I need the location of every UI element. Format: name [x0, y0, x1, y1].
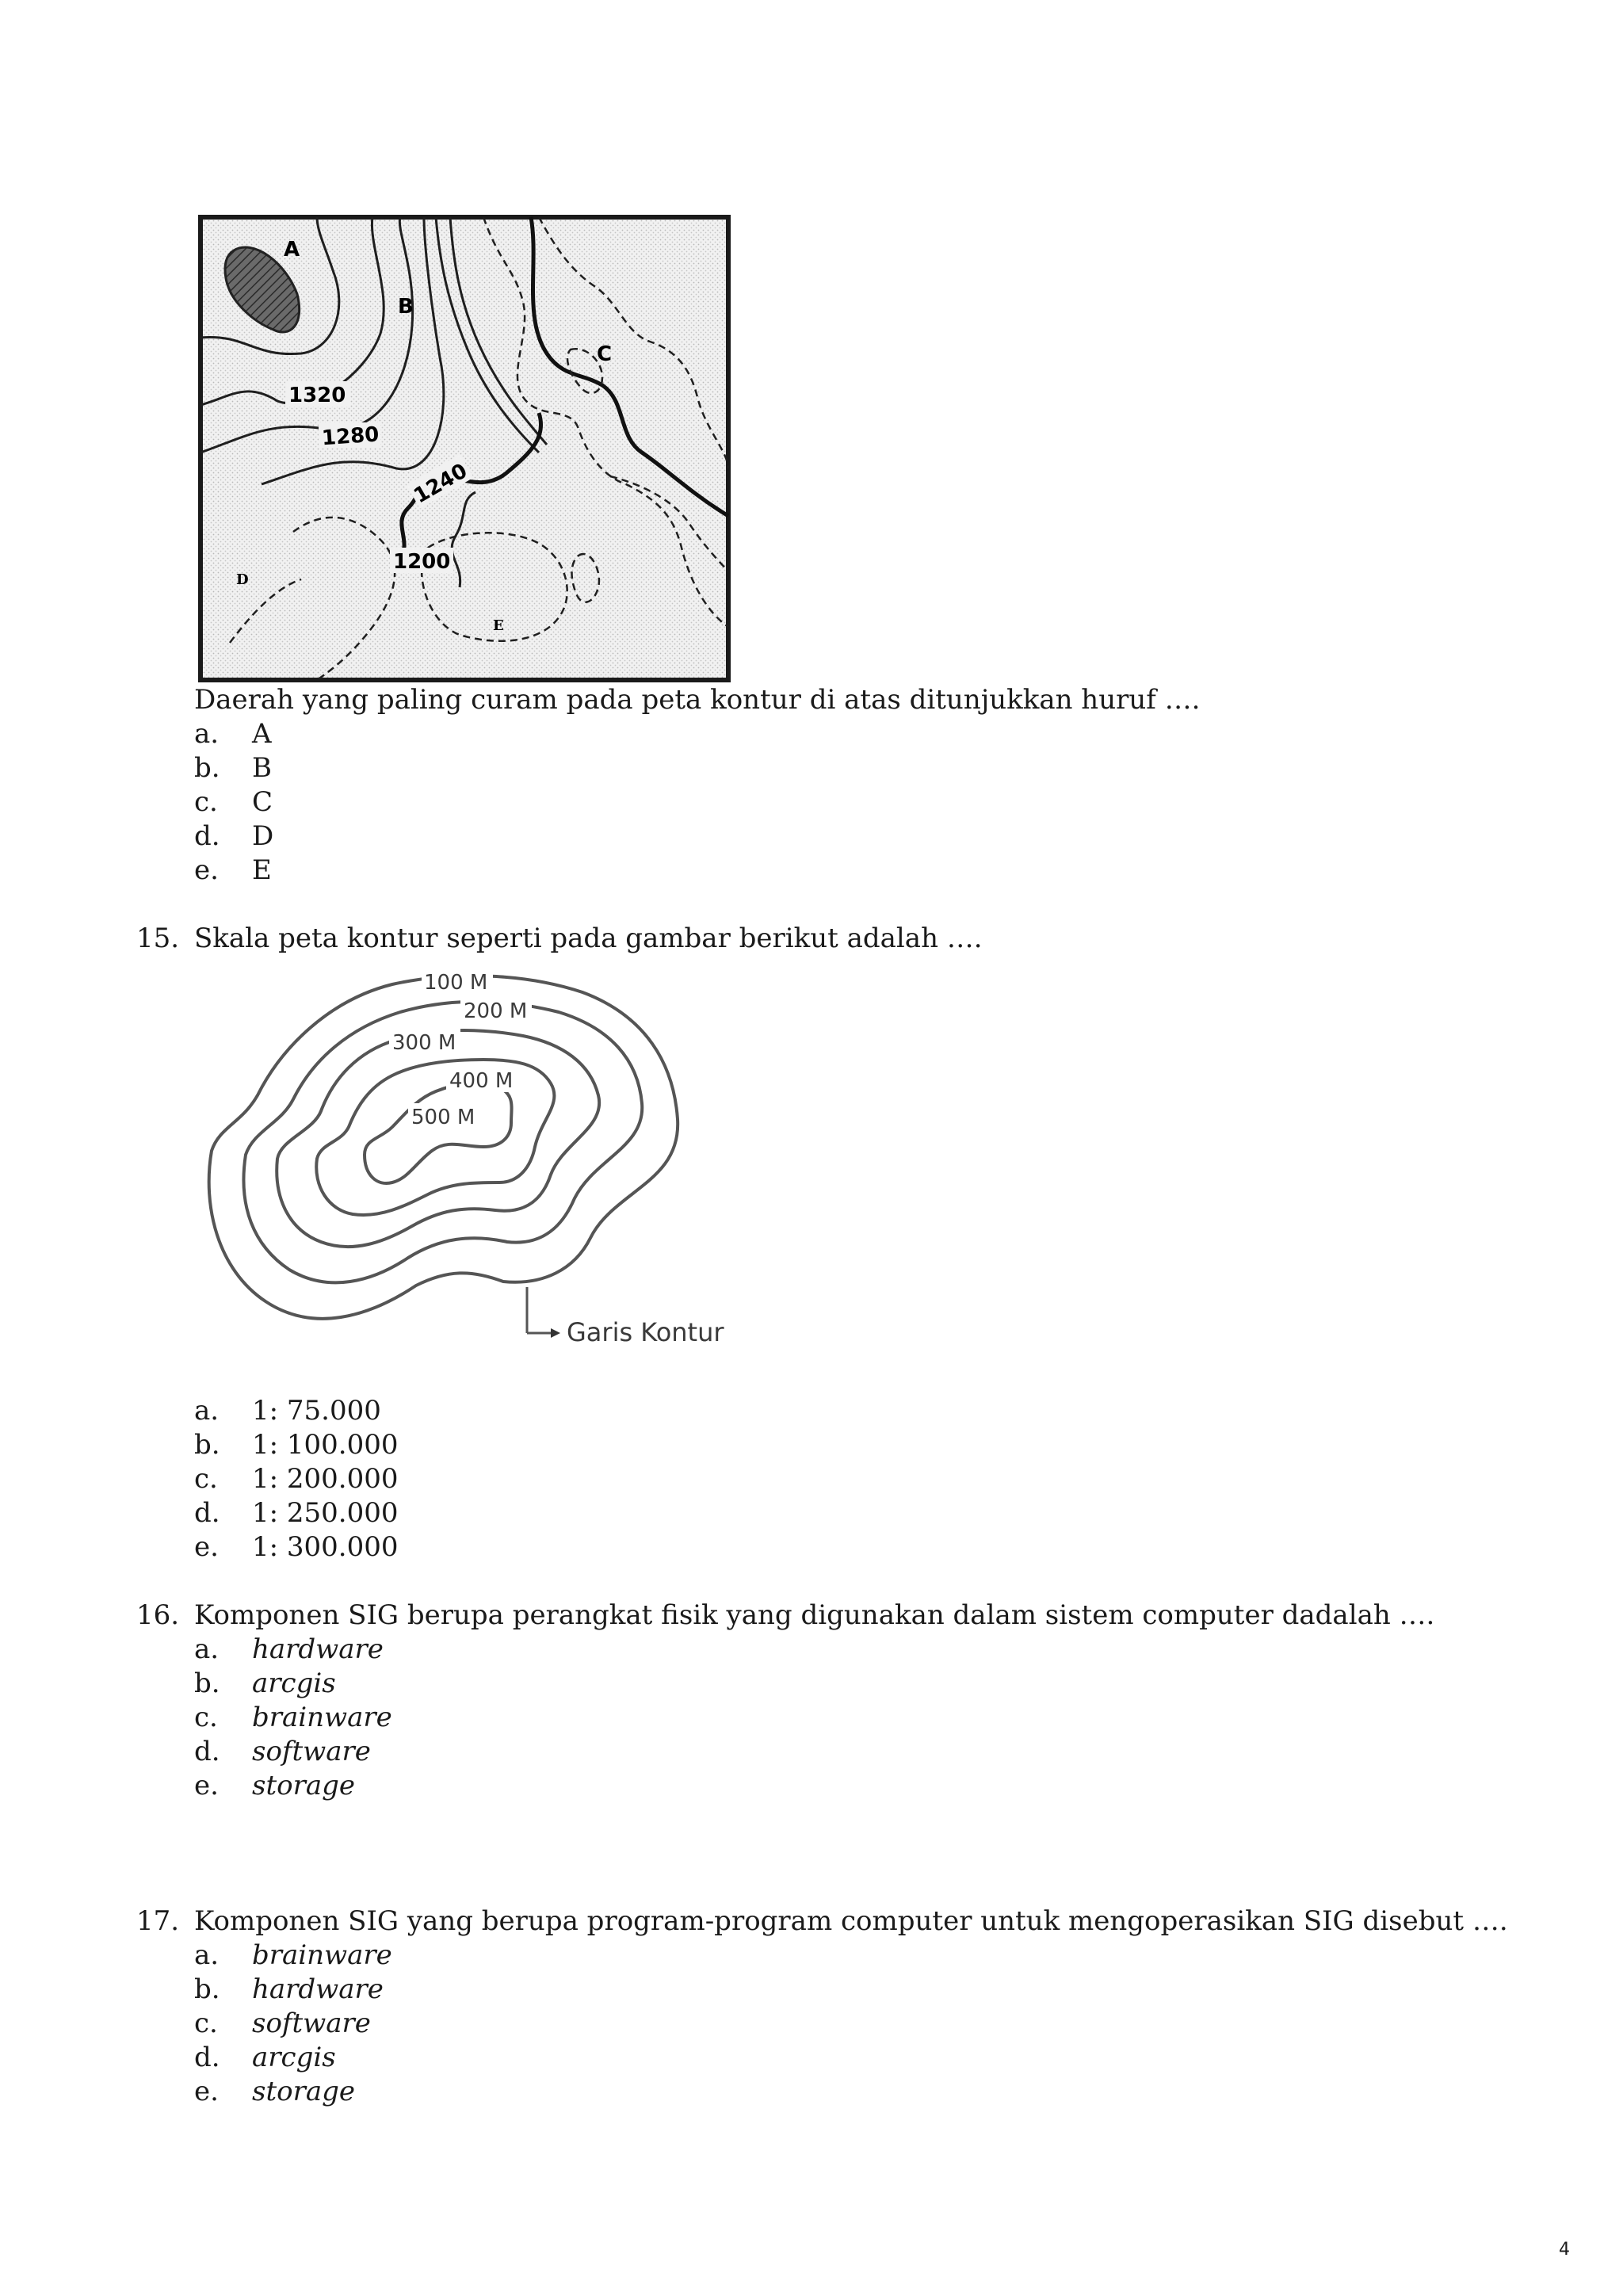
map-label-a: A [284, 238, 300, 262]
map-label-b: B [398, 295, 414, 319]
option-text: brainware [252, 1702, 392, 1733]
question-17-text: Komponen SIG yang berupa program-program computer untuk mengoperasikan SIG disebut …. [194, 1905, 1508, 1937]
contour-label-100m: 100 M [424, 971, 488, 995]
option-text: E [252, 854, 272, 886]
option-text: arcgis [252, 2042, 336, 2073]
option-letter: e. [194, 2076, 219, 2107]
option-letter: d. [194, 1736, 220, 1767]
contour-label-1200: 1200 [393, 550, 451, 574]
option-letter: c. [194, 1463, 218, 1495]
map-label-e: E [493, 617, 504, 634]
map-label-d: D [236, 571, 249, 588]
contour-map-figure [198, 215, 731, 682]
contour-label-500m: 500 M [411, 1106, 475, 1129]
page-number: 4 [1559, 2240, 1570, 2260]
option-text: 1: 300.000 [252, 1531, 399, 1563]
option-text: hardware [252, 1633, 384, 1665]
contour-label-1240: 1240 [410, 459, 472, 509]
option-letter: e. [194, 1770, 219, 1801]
option-text: arcgis [252, 1668, 336, 1699]
contour-label-1320: 1320 [288, 384, 346, 407]
option-text: 1: 75.000 [252, 1395, 381, 1427]
option-text: A [252, 718, 272, 750]
option-letter: a. [194, 1633, 220, 1665]
option-text: C [252, 786, 273, 818]
option-letter: a. [194, 718, 220, 750]
contour-label-1280: 1280 [321, 422, 380, 451]
option-letter: e. [194, 1531, 219, 1563]
question-16-text: Komponen SIG berupa perangkat fisik yang digunakan dalam sistem computer dadalah …. [194, 1599, 1435, 1631]
contour-label-400m: 400 M [449, 1069, 514, 1093]
option-letter: b. [194, 1429, 220, 1461]
contour-label-300m: 300 M [392, 1031, 456, 1055]
option-text: B [252, 752, 272, 784]
option-letter: b. [194, 752, 220, 784]
option-text: hardware [252, 1973, 384, 2005]
option-letter: b. [194, 1668, 220, 1699]
option-letter: a. [194, 1395, 220, 1427]
contour-label-200m: 200 M [464, 999, 528, 1023]
option-text: 1: 250.000 [252, 1497, 399, 1529]
question-15-number: 15. [136, 923, 180, 954]
option-letter: a. [194, 1939, 220, 1971]
map-label-c: C [597, 342, 613, 366]
question-16-number: 16. [136, 1599, 180, 1631]
option-letter: d. [194, 820, 220, 852]
option-letter: d. [194, 1497, 220, 1529]
option-text: storage [252, 2076, 355, 2107]
garis-kontur-label: Garis Kontur [567, 1317, 724, 1347]
option-letter: c. [194, 2008, 218, 2039]
option-text: D [252, 820, 274, 852]
option-text: 1: 100.000 [252, 1429, 399, 1461]
option-text: brainware [252, 1939, 392, 1971]
question-17-number: 17. [136, 1905, 180, 1937]
question-14-text: Daerah yang paling curam pada peta kontur di atas ditunjukkan huruf …. [194, 684, 1201, 716]
option-text: software [252, 1736, 371, 1767]
option-text: software [252, 2008, 371, 2039]
option-letter: d. [194, 2042, 220, 2073]
option-letter: e. [194, 854, 219, 886]
option-letter: b. [194, 1973, 220, 2005]
option-letter: c. [194, 786, 218, 818]
question-15-text: Skala peta kontur seperti pada gambar berikut adalah …. [194, 923, 983, 954]
option-letter: c. [194, 1702, 218, 1733]
option-text: storage [252, 1770, 355, 1801]
contour-lines-figure [202, 968, 773, 1373]
option-text: 1: 200.000 [252, 1463, 399, 1495]
